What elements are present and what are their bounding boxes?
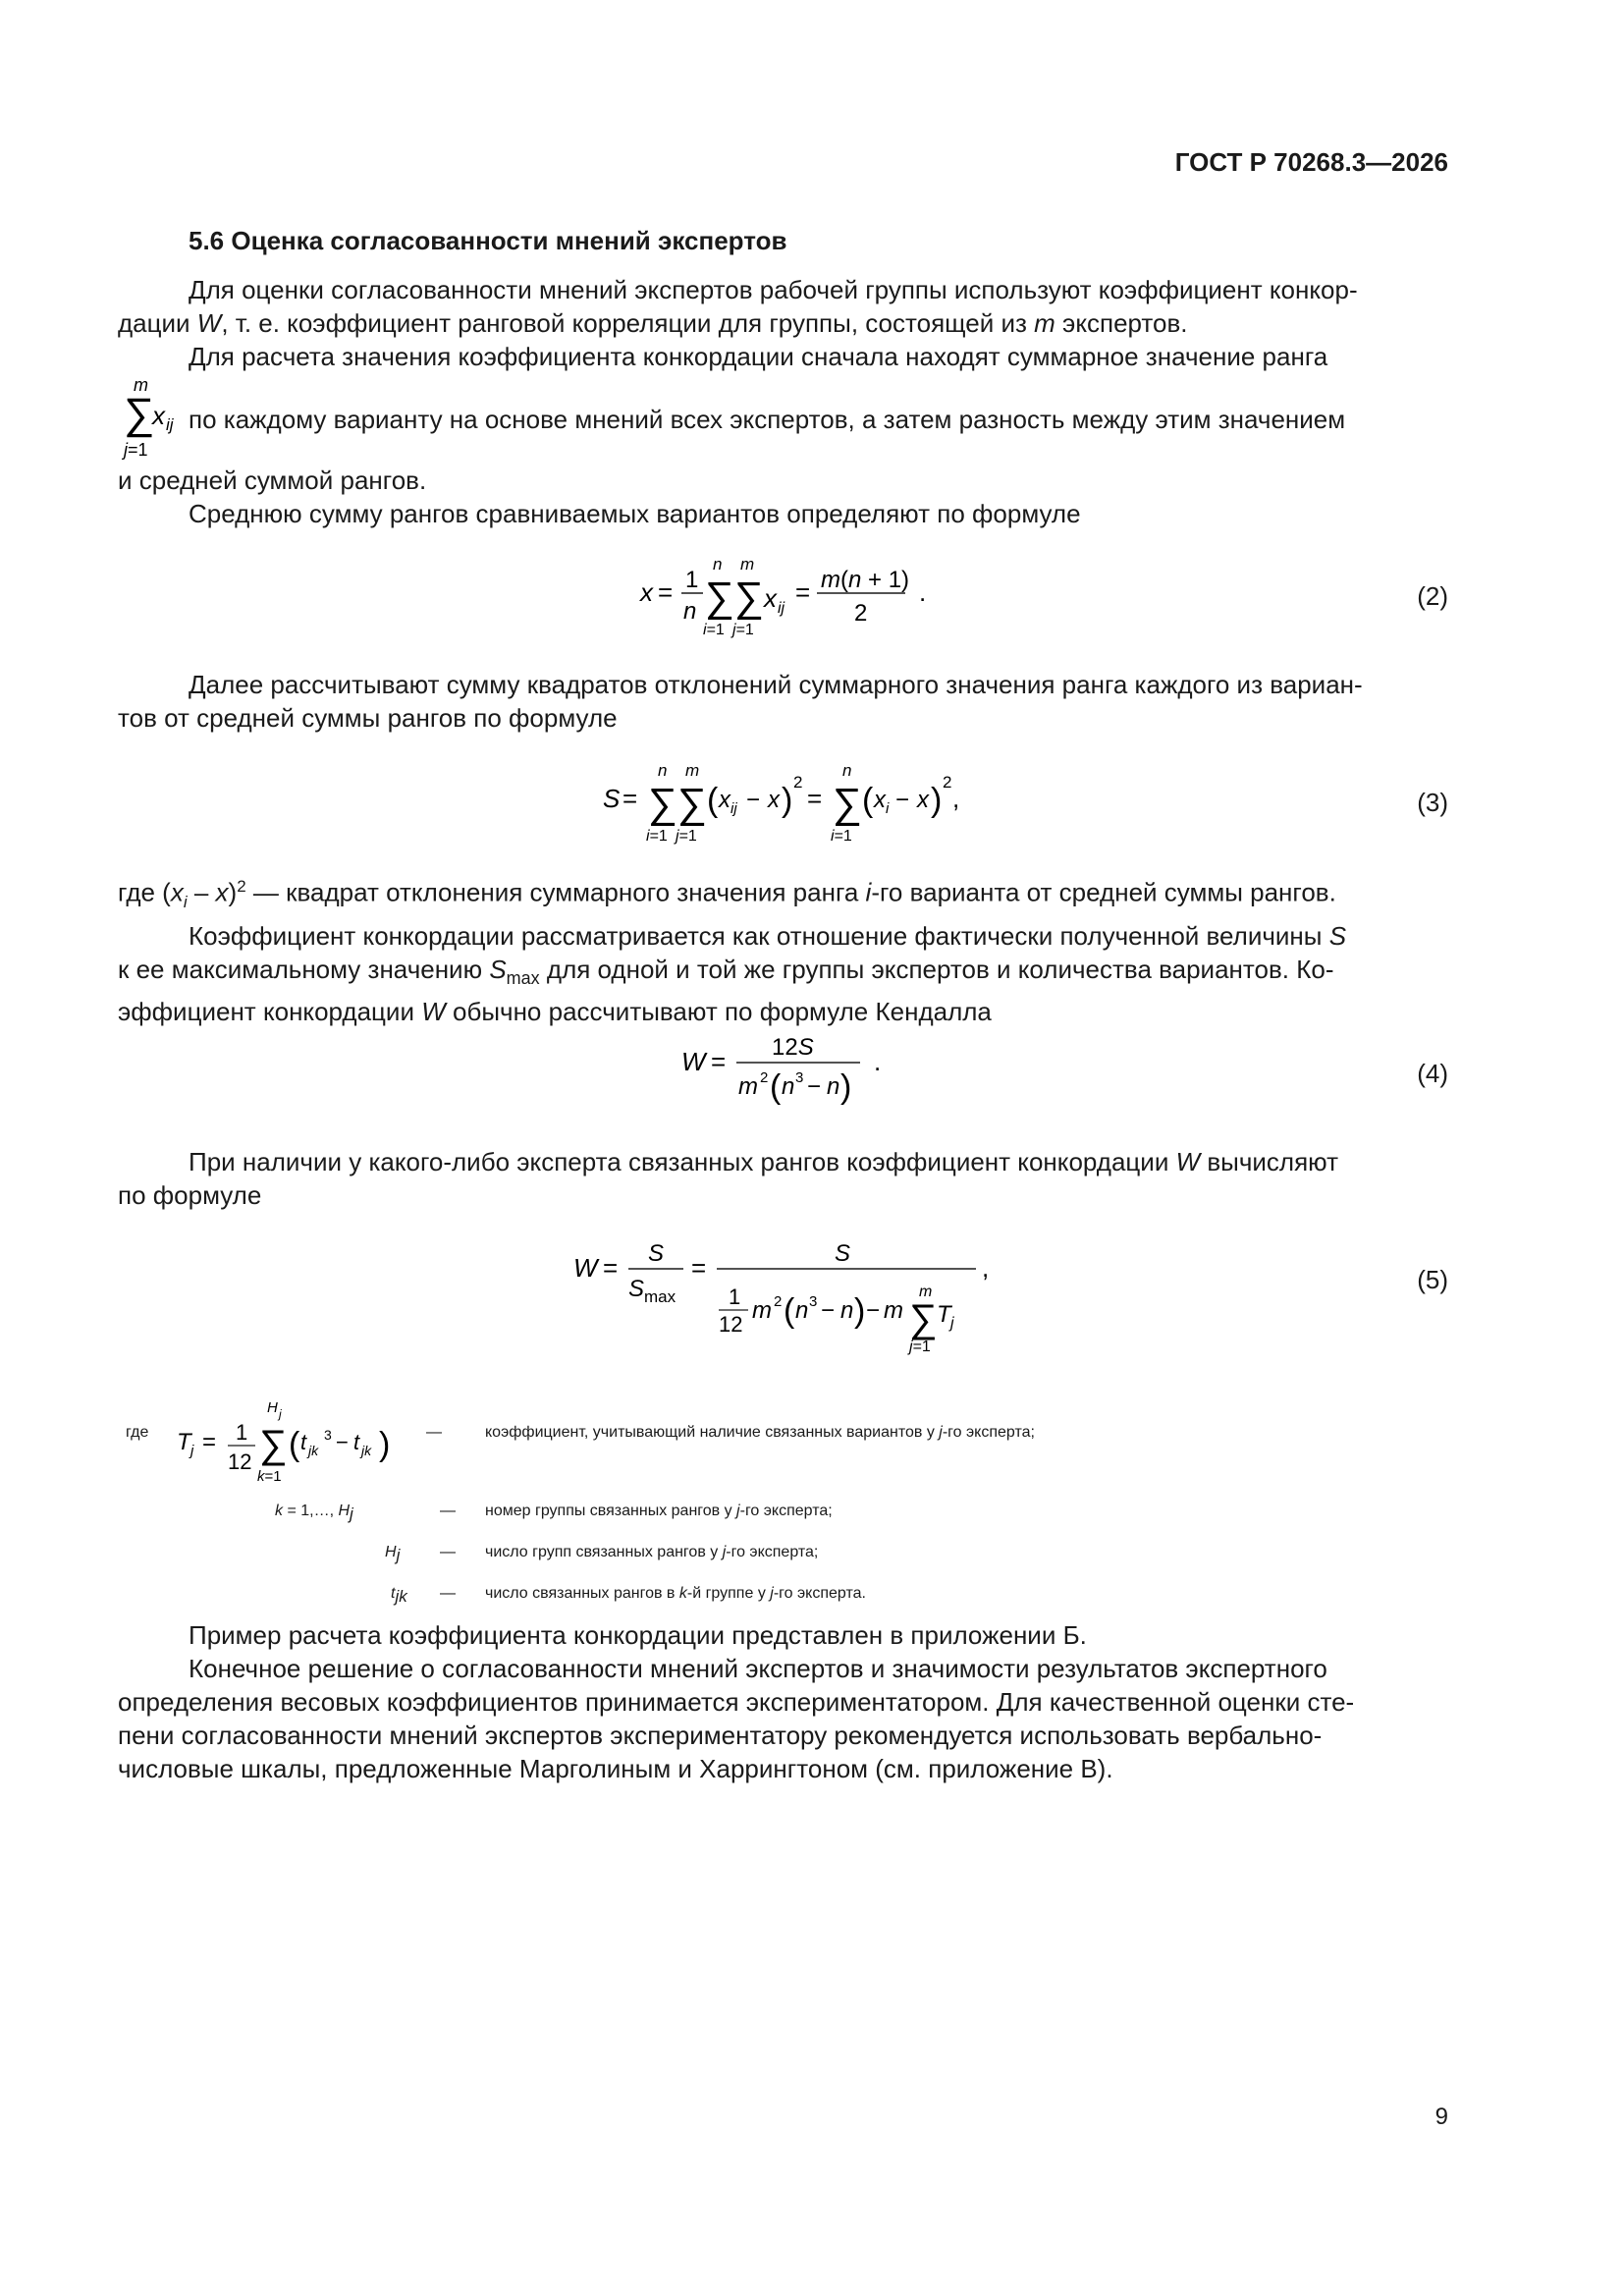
svg-text:k=1: k=1 [257,1468,282,1485]
paragraph-4-line-1: Далее рассчитывают сумму квадратов отклонений суммарного значения ранга каждого из вариан- [189,670,1363,699]
paragraph-1-line-1: Для оценки согласованности мнений экспертов рабочей группы используют коэффициент конкор- [189,275,1358,304]
text-span: эффициент конкордации [118,997,422,1027]
legend-dash: — [426,1424,442,1441]
legend-k-description: номер группы связанных рангов у j-го эксперта; [485,1503,833,1519]
text-span: коэффициент, учитывающий наличие связанных вариантов у [485,1424,940,1441]
svg-text:−: − [895,787,910,813]
svg-text:jk: jk [308,1443,319,1458]
svg-text:3: 3 [809,1293,818,1310]
var-W: W [196,308,222,338]
inline-sum-formula [120,373,189,462]
paragraph-8-line: Пример расчета коэффициента конкордации представлен в приложении Б. [189,1620,1087,1650]
paragraph-9-line-1: Конечное решение о согласованности мнений экспертов и значимости результатов экспертного [189,1654,1327,1683]
svg-text:T: T [937,1301,951,1328]
equation-5-number: (5) [1417,1265,1448,1294]
paragraph-2-text: по каждому варианту на основе мнений всех экспертов, а затем разность между этим значением [189,405,1346,434]
text-span: номер группы связанных рангов у [485,1503,737,1519]
svg-text:x: x [768,787,780,813]
legend-t-description [485,1424,1035,1457]
svg-text:S: S [835,1240,851,1267]
text-span: экспертов. [1055,308,1188,338]
svg-text:−: − [746,787,761,813]
paragraph-6-line-1 [118,919,1448,953]
svg-text:n: n [795,1297,809,1324]
legend-tjk-description: число связанных рангов в k-й группе у j-го эксперта. [485,1585,866,1602]
svg-text:j: j [279,1407,282,1421]
text-span: дации [118,308,197,338]
svg-text:2: 2 [760,1069,769,1086]
svg-text:W: W [573,1253,598,1283]
svg-text:ij: ij [778,600,785,617]
svg-text:2: 2 [793,773,803,792]
text-span: -й группе у [686,1585,771,1602]
paragraph-3: Среднюю сумму рангов сравниваемых вариантов определяют по формуле [189,499,1081,528]
svg-text:H: H [267,1399,278,1416]
svg-text:i=1: i=1 [703,622,725,638]
svg-text:m: m [738,1073,758,1100]
svg-text:2: 2 [943,773,952,792]
legend-dash: — [440,1544,456,1560]
svg-text:j=1: j=1 [909,1339,931,1355]
var-W: W [421,997,446,1027]
svg-text:): ) [782,782,793,819]
text-span: число связанных рангов в [485,1585,679,1602]
paragraph-5-line: где $(x_i - x)^2$ — квадрат отклонения суммарного значения ранга i-го варианта от средней суммы рангов. [118,877,1336,911]
svg-text:ij: ij [166,415,174,434]
var-W: W [1175,1147,1201,1176]
svg-text:=: = [622,784,638,813]
legend-formula-Tj [175,1387,420,1495]
svg-text:): ) [379,1426,391,1463]
svg-text:n: n [827,1073,840,1100]
svg-text:S: S [648,1240,665,1267]
svg-text:∑: ∑ [909,1297,938,1340]
svg-text:∑: ∑ [259,1423,288,1466]
svg-text:j: j [950,1315,954,1332]
svg-text:.: . [919,577,927,607]
var-k: k [678,1585,687,1602]
legend-h-description: число групп связанных рангов у j-го эксперта; [485,1544,819,1560]
svg-text:W: W [681,1047,706,1076]
text-span: Коэффициент конкордации рассматривается как отношение фактически полученной величины [189,920,1329,951]
svg-text:1: 1 [729,1285,741,1309]
text-span: где ( [118,877,171,907]
svg-text:i=1: i=1 [646,828,668,845]
text-span: для одной и той же группы экспертов и количества вариантов. Ко- [539,954,1334,984]
svg-text:x: x [917,787,929,813]
paragraph-5 [118,870,1448,1028]
text-span: -го эксперта. [773,1585,866,1602]
paragraph-4 [118,668,1448,735]
paragraph-9-line-3: пени согласованности мнений экспертов экспериментатору рекомендуется использовать вербально- [118,1721,1323,1750]
svg-text:x: x [719,787,730,813]
svg-text:jk: jk [361,1443,372,1458]
svg-text:S: S [628,1276,645,1302]
svg-text:i=1: i=1 [831,828,852,845]
svg-text:=: = [807,784,823,813]
paragraph-2-text-end: и средней суммой рангов. [118,465,427,495]
svg-text:∑: ∑ [734,574,764,620]
text-span: При наличии у какого-либо эксперта связанных рангов коэффициент конкордации [189,1147,1176,1176]
svg-text:=: = [202,1429,217,1455]
paragraph-7-line-1 [118,1145,1448,1178]
svg-text:=: = [658,577,674,607]
svg-text:12: 12 [719,1312,743,1337]
svg-text:−: − [807,1073,822,1100]
text-span: вычисляют [1200,1147,1339,1176]
svg-text:2: 2 [854,600,868,627]
svg-text:−: − [336,1430,349,1454]
svg-text:m: m [884,1297,903,1324]
svg-text:max: max [644,1287,676,1306]
var-m: m [1034,308,1055,338]
text-span: -го эксперта; [942,1424,1035,1441]
svg-text:n: n [683,598,697,625]
equation-3 [599,756,972,845]
svg-text:∑: ∑ [648,780,677,826]
legend-k-symbol: k = 1,…, $H_j$ [275,1503,353,1524]
svg-text:j=1: j=1 [732,622,754,638]
text-span: к ее максимальному значению [118,954,490,984]
legend-dash: — [440,1585,456,1602]
legend-dash: — [440,1503,456,1519]
text-span: обычно рассчитывают по формуле Кендалла [445,997,992,1027]
svg-text:(: ( [289,1426,300,1463]
svg-text:T: T [177,1429,191,1455]
svg-text:(: ( [862,782,874,819]
svg-text:∑: ∑ [677,780,707,826]
svg-text:∑: ∑ [124,390,155,438]
text-span: -го варианта от средней суммы рангов. [871,877,1336,907]
svg-text:x: x [874,787,886,813]
text-span: -го эксперта; [726,1544,819,1560]
svg-text:=: = [795,577,811,607]
equation-2-number: (2) [1417,581,1448,611]
svg-text:n: n [713,555,723,574]
svg-text:): ) [854,1292,866,1330]
svg-text:n: n [842,761,852,780]
paragraph-2-line-3 [118,464,1448,530]
var-j: j [939,1424,943,1441]
paragraph-7-line-2: по формуле [118,1180,262,1210]
page-number: 9 [1434,2104,1448,2130]
var-S: S [1328,920,1347,951]
svg-text:t: t [353,1430,360,1454]
svg-text:m: m [685,761,700,780]
svg-text:m: m [134,375,148,395]
paragraph-9-line-4: числовые шкалы, предложенные Марголиным и Харрингтоном (см. приложение В). [118,1754,1113,1783]
svg-text:m: m [740,555,755,574]
svg-text:x: x [152,401,165,430]
svg-text:3: 3 [795,1069,804,1086]
svg-text:1: 1 [236,1420,248,1445]
svg-text:−: − [821,1297,836,1324]
paragraph-1 [118,273,1448,373]
svg-text:3: 3 [324,1427,332,1443]
paragraph-4-line-2: тов от средней суммы рангов по формуле [118,703,618,733]
svg-text:m: m [919,1284,933,1300]
svg-text:m(n + 1): m(n + 1) [821,567,910,593]
svg-text:(: ( [770,1068,782,1106]
svg-text:S: S [603,784,621,813]
svg-text:12S: 12S [772,1034,814,1061]
svg-text:j=1: j=1 [676,828,697,845]
legend-where: где [126,1424,149,1441]
svg-text:n: n [658,761,668,780]
document-header: ГОСТ Р 70268.3—2026 [1174,147,1448,177]
svg-text:12: 12 [228,1449,252,1474]
paragraph-1-line-2 [118,306,1448,340]
section-title: 5.6 Оценка согласованности мнений экспертов [189,226,787,255]
svg-text:=: = [691,1253,707,1283]
svg-text:ij: ij [730,800,737,817]
svg-text:=: = [603,1253,619,1283]
equation-4 [677,1021,913,1110]
svg-text:,: , [952,784,960,813]
var-i: i [865,877,872,907]
legend-h-symbol: $H_j$ [385,1544,401,1565]
svg-text:t: t [300,1430,307,1454]
svg-text:∑: ∑ [833,780,862,826]
paragraph-6-line-2: к ее максимальному значению $S_{max}$ для одной и той же группы экспертов и количества вариантов. Ко- [118,954,1334,989]
svg-text:): ) [840,1068,852,1106]
equation-5 [569,1228,1001,1355]
svg-text:∑: ∑ [705,574,734,620]
svg-text:n: n [840,1297,854,1324]
equation-3-number: (3) [1417,788,1448,817]
svg-text:.: . [874,1047,882,1076]
legend-tjk-symbol: $t_{jk}$ [391,1585,407,1607]
svg-text:−: − [866,1297,881,1324]
svg-text:(: ( [707,782,719,819]
svg-text:2: 2 [774,1293,783,1310]
svg-text:j=1: j=1 [124,440,148,460]
svg-text:,: , [982,1253,990,1283]
text-span: -го эксперта; [739,1503,833,1519]
svg-text:(: ( [784,1292,795,1330]
paragraph-2-line-1: Для расчета значения коэффициента конкордации сначала находят суммарное значение ранга [189,342,1328,371]
text-span: число групп связанных рангов у [485,1544,723,1560]
equation-2 [628,550,952,638]
equation-4-number: (4) [1417,1059,1448,1088]
text-span: — квадрат отклонения суммарного значения ранга [245,877,866,907]
svg-text:): ) [931,782,943,819]
svg-text:n: n [782,1073,795,1100]
paragraph-8 [118,1618,1448,1785]
paragraph-9-line-2: определения весовых коэффициентов принимается экспериментатором. Для качественной оценки сте- [118,1687,1355,1717]
svg-text:x: x [640,577,653,607]
text-span: , т. е. коэффициент ранговой корреляции для группы, состоящей из [221,308,1035,338]
svg-text:m: m [752,1297,772,1324]
svg-text:i: i [886,800,890,817]
paragraph-2-line-2 [189,403,1448,436]
svg-text:=: = [711,1047,727,1076]
paragraph-7 [118,1145,1448,1212]
svg-text:1: 1 [685,567,699,593]
text-span: = 1,…, [287,1503,339,1519]
svg-text:j: j [190,1443,194,1459]
svg-text:x: x [764,583,777,613]
